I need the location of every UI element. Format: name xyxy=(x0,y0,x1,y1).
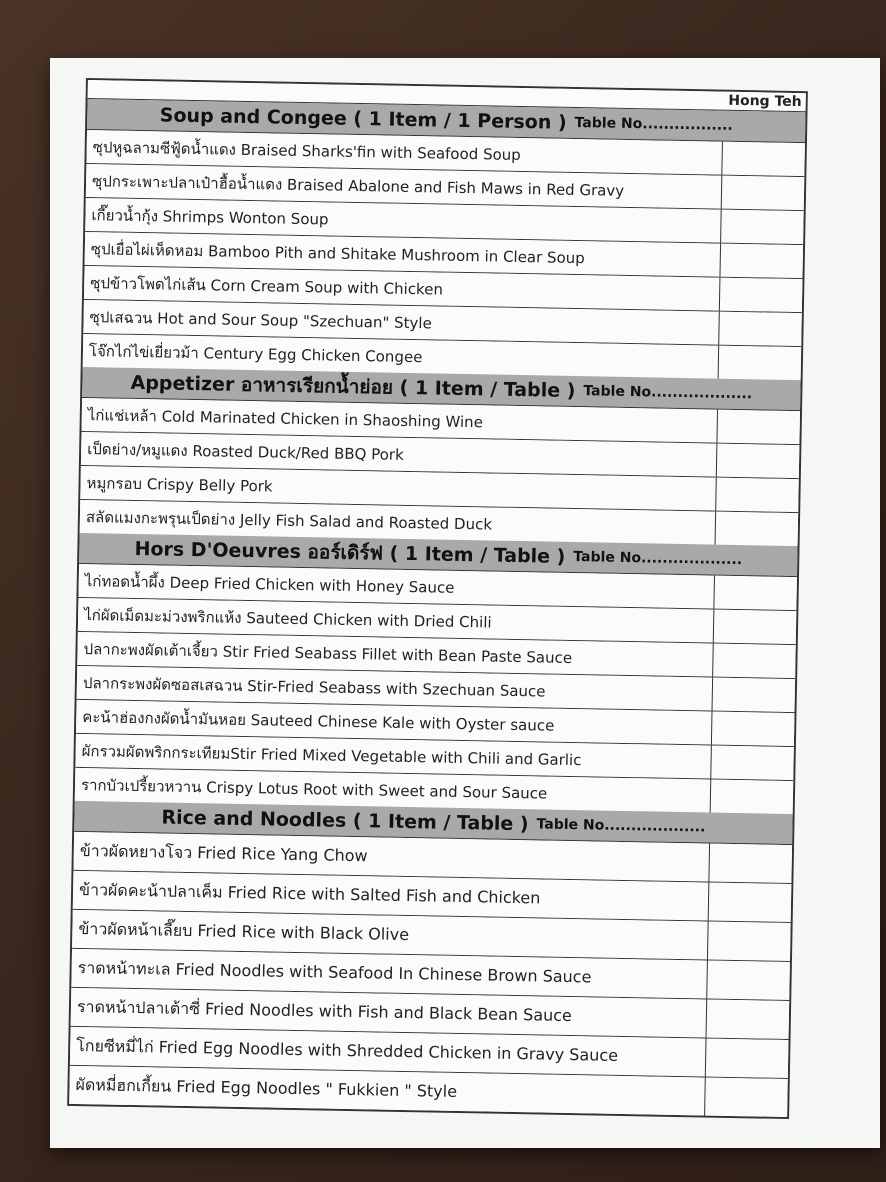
quantity-box[interactable] xyxy=(711,780,794,814)
quantity-box[interactable] xyxy=(722,142,805,176)
menu-item-text: ราดหน้าปลาเต้าซี่ Fried Noodles with Fish and Black Bean Sauce xyxy=(71,988,708,1038)
quantity-box[interactable] xyxy=(706,1039,789,1078)
quantity-box[interactable] xyxy=(708,922,791,961)
section-title: Soup and Congee ( 1 Item / 1 Person ) xyxy=(159,104,567,134)
table-number-label: Table No................... xyxy=(536,816,706,836)
quantity-box[interactable] xyxy=(707,961,790,1000)
quantity-box[interactable] xyxy=(709,844,792,883)
menu-item-text: ซุปเยื่อไผ่เห็ดหอม Bamboo Pith and Shitake Mushroom in Clear Soup xyxy=(85,232,721,277)
menu-item-text: ซุปหูฉลามซีฟู้ดน้ำแดง Braised Sharks'fin with Seafood Soup xyxy=(86,130,722,175)
section-title: Hors D'Oeuvres ออร์เดิร์ฟ ( 1 Item / Table ) xyxy=(134,537,566,568)
quantity-box[interactable] xyxy=(709,883,792,922)
quantity-box[interactable] xyxy=(707,1000,790,1039)
quantity-box[interactable] xyxy=(714,576,797,610)
quantity-box[interactable] xyxy=(716,478,799,512)
quantity-box[interactable] xyxy=(719,346,802,380)
quantity-box[interactable] xyxy=(719,312,802,346)
section-title: Appetizer อาหารเรียกน้ำย่อย ( 1 Item / Table ) xyxy=(130,371,576,403)
quantity-box[interactable] xyxy=(720,244,803,278)
menu-item-text: ข้าวผัดคะน้าปลาเค็ม Fried Rice with Salted Fish and Chicken xyxy=(73,871,710,921)
table-number-label: Table No................... xyxy=(573,549,743,569)
menu-item-text: ไก่ทอดน้ำผึ้ง Deep Fried Chicken with Honey Sauce xyxy=(78,564,714,609)
quantity-box[interactable] xyxy=(714,610,797,644)
menu-item-text: รากบัวเปรี้ยวหวาน Crispy Lotus Root with Sweet and Sour Sauce xyxy=(75,768,711,813)
quantity-box[interactable] xyxy=(722,176,805,210)
section-soup xyxy=(83,130,805,380)
section-title: Rice and Noodles ( 1 Item / Table ) xyxy=(161,806,529,836)
quantity-box[interactable] xyxy=(721,210,804,244)
section-hors-doeuvres xyxy=(75,564,797,814)
menu-item-text: โจ๊กไก่ไข่เยี่ยวม้า Century Egg Chicken Congee xyxy=(83,334,719,379)
quantity-box[interactable] xyxy=(712,712,795,746)
quantity-box[interactable] xyxy=(711,746,794,780)
quantity-box[interactable] xyxy=(705,1078,788,1117)
table-number-label: Table No................... xyxy=(583,383,753,403)
menu-item-text: ซุปเสฉวน Hot and Sour Soup "Szechuan" Style xyxy=(83,300,719,345)
menu-item-text: ผักรวมผัดพริกกระเทียมStir Fried Mixed Vegetable with Chili and Garlic xyxy=(75,734,711,779)
menu-item-text: สลัดแมงกะพรุนเป็ดย่าง Jelly Fish Salad and Roasted Duck xyxy=(80,500,716,545)
quantity-box[interactable] xyxy=(717,410,800,444)
menu-item-text: ซุปกระเพาะปลาเป๋าฮื้อน้ำแดง Braised Abalone and Fish Maws in Red Gravy xyxy=(86,164,722,209)
menu-item-text: ซุปข้าวโพดไก่เส้น Corn Cream Soup with Chicken xyxy=(84,266,720,311)
menu-table xyxy=(67,78,808,1119)
menu-item-text: ไก่ผัดเม็ดมะม่วงพริกแห้ง Sauteed Chicken with Dried Chili xyxy=(78,598,714,643)
quantity-box[interactable] xyxy=(717,444,800,478)
menu-item-text: คะน้าฮ่องกงผัดน้ำมันหอย Sauteed Chinese Kale with Oyster sauce xyxy=(76,700,712,745)
table-number-label: Table No................. xyxy=(574,114,733,134)
menu-item-text: ข้าวผัดหยางโจว Fried Rice Yang Chow xyxy=(73,832,710,882)
menu-item-text: เกี๊ยวน้ำกุ้ง Shrimps Wonton Soup xyxy=(85,198,721,243)
menu-item-text: ผัดหมี่ฮกเกี้ยน Fried Egg Noodles " Fukkien " Style xyxy=(69,1066,706,1116)
section-rice-noodles xyxy=(69,832,792,1117)
menu-item-text: ข้าวผัดหน้าเลี๊ยบ Fried Rice with Black Olive xyxy=(72,910,709,960)
quantity-box[interactable] xyxy=(720,278,803,312)
menu-item-text: ปลากระพงผัดซอสเสฉวน Stir-Fried Seabass with Szechuan Sauce xyxy=(77,666,713,711)
quantity-box[interactable] xyxy=(713,678,796,712)
menu-item-text: ไก่แช่เหล้า Cold Marinated Chicken in Shaoshing Wine xyxy=(82,398,718,443)
menu-order-sheet xyxy=(50,58,880,1148)
quantity-box[interactable] xyxy=(713,644,796,678)
brand-name: Hong Teh xyxy=(728,92,802,111)
section-appetizer xyxy=(80,398,800,546)
menu-item-text: โกยซีหมี่ไก่ Fried Egg Noodles with Shredded Chicken in Gravy Sauce xyxy=(70,1027,707,1077)
menu-item-text: เป็ดย่าง/หมูแดง Roasted Duck/Red BBQ Pork xyxy=(81,432,717,477)
menu-item-text: ราดหน้าทะเล Fried Noodles with Seafood In Chinese Brown Sauce xyxy=(71,949,708,999)
menu-item-text: ปลากะพงผัดเต้าเจี้ยว Stir Fried Seabass Fillet with Bean Paste Sauce xyxy=(77,632,713,677)
menu-item-text: หมูกรอบ Crispy Belly Pork xyxy=(80,466,716,511)
quantity-box[interactable] xyxy=(716,512,799,546)
